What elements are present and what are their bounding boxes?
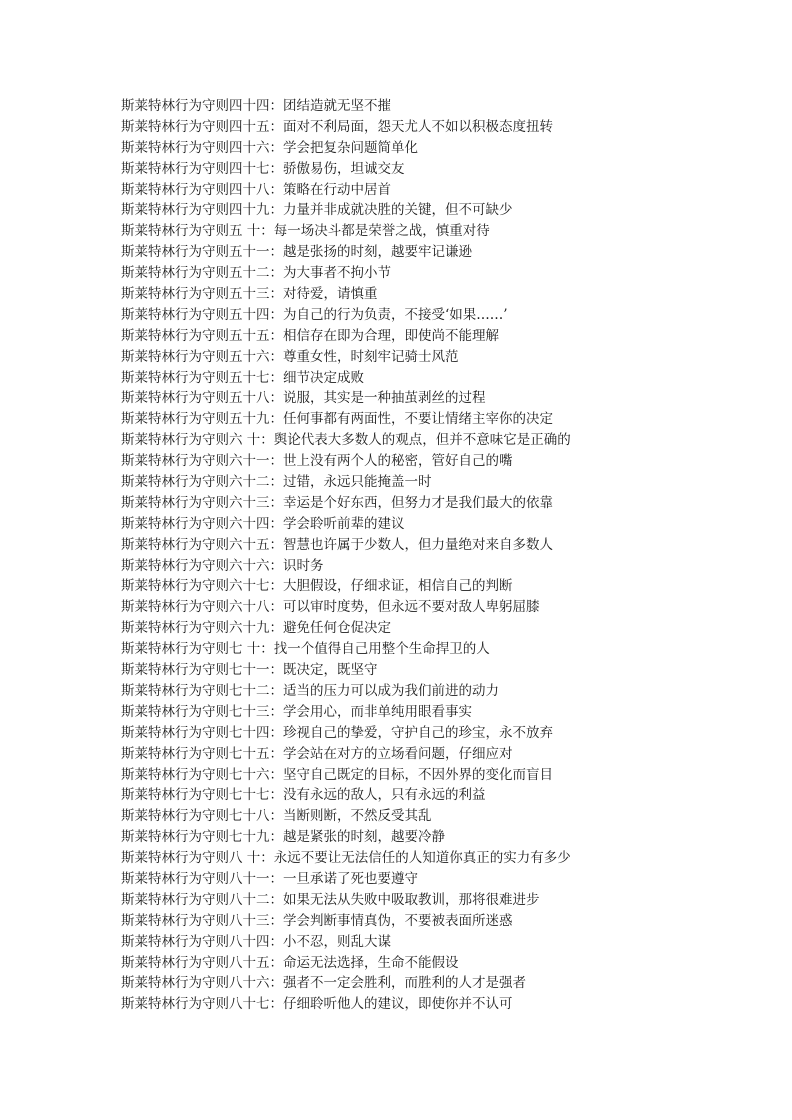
rule-number: 七十二 — [229, 682, 270, 699]
rule-separator: ： — [269, 348, 283, 365]
rule-number: 七 十 — [229, 641, 261, 658]
rule-text: 识时务 — [283, 557, 324, 574]
rule-line — [121, 681, 741, 702]
rule-prefix: 斯莱特林行为守则 — [121, 515, 229, 532]
rule-number: 五十一 — [229, 244, 270, 261]
rule-separator: ： — [269, 912, 283, 929]
rule-prefix: 斯莱特林行为守则 — [121, 494, 229, 511]
rule-number: 八十六 — [229, 975, 270, 992]
rule-prefix: 斯莱特林行为守则 — [121, 703, 229, 720]
rule-number: 六十七 — [229, 578, 270, 595]
rule-prefix: 斯莱特林行为守则 — [121, 390, 229, 407]
rule-line — [121, 159, 741, 180]
rule-separator: ： — [269, 745, 283, 762]
rule-number: 五十七 — [229, 369, 270, 386]
rule-line — [121, 221, 741, 242]
rule-prefix: 斯莱特林行为守则 — [121, 181, 229, 198]
rule-separator: ： — [260, 641, 274, 658]
rule-line — [121, 618, 741, 639]
rule-line — [121, 430, 741, 451]
rule-line — [121, 869, 741, 890]
rule-text: 珍视自己的挚爱，守护自己的珍宝，永不放弃 — [283, 724, 553, 741]
rule-prefix: 斯莱特林行为守则 — [121, 139, 229, 156]
rule-separator: ： — [269, 557, 283, 574]
rule-prefix: 斯莱特林行为守则 — [121, 286, 229, 303]
rule-prefix: 斯莱特林行为守则 — [121, 954, 229, 971]
rule-text: 一旦承诺了死也要遵守 — [283, 870, 418, 887]
rule-number: 六十四 — [229, 515, 270, 532]
rule-line — [121, 806, 741, 827]
rule-text: 智慧也许属于少数人，但力量绝对来自多数人 — [283, 536, 553, 553]
rule-separator: ： — [260, 223, 274, 240]
rule-separator: ： — [269, 536, 283, 553]
rule-separator: ： — [269, 474, 283, 491]
rule-text: 策略在行动中居首 — [283, 181, 391, 198]
rule-separator: ： — [269, 411, 283, 428]
rule-prefix: 斯莱特林行为守则 — [121, 578, 229, 595]
rule-line — [121, 326, 741, 347]
rule-separator: ： — [269, 118, 283, 135]
rule-separator: ： — [269, 244, 283, 261]
rule-separator: ： — [269, 453, 283, 470]
rule-prefix: 斯莱特林行为守则 — [121, 745, 229, 762]
rule-prefix: 斯莱特林行为守则 — [121, 369, 229, 386]
rule-line — [121, 514, 741, 535]
rule-number: 六 十 — [229, 432, 261, 449]
rule-text: 世上没有两个人的秘密，管好自己的嘴 — [283, 453, 513, 470]
rule-line — [121, 827, 741, 848]
rule-text: 强者不一定会胜利，而胜利的人才是强者 — [283, 975, 526, 992]
rule-text: 为自己的行为负责，不接受‘如果……’ — [283, 306, 508, 323]
rule-number: 四十六 — [229, 139, 270, 156]
rule-line — [121, 744, 741, 765]
rule-separator: ： — [269, 724, 283, 741]
rule-prefix: 斯莱特林行为守则 — [121, 536, 229, 553]
rule-prefix: 斯莱特林行为守则 — [121, 682, 229, 699]
rule-text: 过错，永远只能掩盖一时 — [283, 474, 432, 491]
rule-prefix: 斯莱特林行为守则 — [121, 829, 229, 846]
rule-line — [121, 263, 741, 284]
rule-text: 找一个值得自己用整个生命捍卫的人 — [273, 641, 490, 658]
rule-number: 五十三 — [229, 286, 270, 303]
rule-line — [121, 117, 741, 138]
rule-text: 舆论代表大多数人的观点，但并不意味它是正确的 — [273, 432, 571, 449]
rule-prefix: 斯莱特林行为守则 — [121, 98, 229, 114]
rule-number: 五十六 — [229, 348, 270, 365]
rule-prefix: 斯莱特林行为守则 — [121, 244, 229, 261]
rule-prefix: 斯莱特林行为守则 — [121, 599, 229, 616]
rule-number: 六十八 — [229, 599, 270, 616]
rule-number: 六十一 — [229, 453, 270, 470]
rule-prefix: 斯莱特林行为守则 — [121, 411, 229, 428]
rule-text: 幸运是个好东西，但努力才是我们最大的依靠 — [283, 494, 553, 511]
rule-number: 七十七 — [229, 787, 270, 804]
rule-line — [121, 597, 741, 618]
rule-line — [121, 702, 741, 723]
rule-line — [121, 576, 741, 597]
rule-text: 每一场决斗都是荣誉之战，慎重对待 — [273, 223, 490, 240]
rule-prefix: 斯莱特林行为守则 — [121, 265, 229, 282]
rule-text: 团结造就无坚不摧 — [283, 98, 391, 114]
rule-line — [121, 472, 741, 493]
rule-text: 越是紧张的时刻，越要冷静 — [283, 829, 445, 846]
rule-text: 学会用心，而非单纯用眼看事实 — [283, 703, 472, 720]
rule-prefix: 斯莱特林行为守则 — [121, 891, 229, 908]
rule-line — [121, 284, 741, 305]
rule-text: 细节决定成败 — [283, 369, 364, 386]
rule-prefix: 斯莱特林行为守则 — [121, 223, 229, 240]
rule-line — [121, 535, 741, 556]
rule-number: 七十六 — [229, 766, 270, 783]
rule-line — [121, 723, 741, 744]
rule-prefix: 斯莱特林行为守则 — [121, 474, 229, 491]
rule-number: 六十五 — [229, 536, 270, 553]
rule-text: 对待爱，请慎重 — [283, 286, 378, 303]
rule-prefix: 斯莱特林行为守则 — [121, 557, 229, 574]
rule-line — [121, 305, 741, 326]
rule-prefix: 斯莱特林行为守则 — [121, 160, 229, 177]
rule-text: 可以审时度势，但永远不要对敌人卑躬屈膝 — [283, 599, 540, 616]
rule-prefix: 斯莱特林行为守则 — [121, 996, 229, 1013]
rule-number: 六十二 — [229, 474, 270, 491]
rule-separator: ： — [269, 327, 283, 344]
rule-line — [121, 953, 741, 974]
rule-prefix: 斯莱特林行为守则 — [121, 306, 229, 323]
rule-line — [121, 347, 741, 368]
rule-separator: ： — [269, 808, 283, 825]
rule-number: 四十四 — [229, 98, 270, 114]
rule-separator: ： — [269, 494, 283, 511]
rule-separator: ： — [269, 620, 283, 637]
rule-text: 适当的压力可以成为我们前进的动力 — [283, 682, 499, 699]
rule-separator: ： — [269, 662, 283, 679]
rule-separator: ： — [269, 829, 283, 846]
rule-text: 学会判断事情真伪，不要被表面所迷惑 — [283, 912, 513, 929]
rule-line — [121, 890, 741, 911]
rule-text: 尊重女性，时刻牢记骑士风范 — [283, 348, 459, 365]
rule-prefix: 斯莱特林行为守则 — [121, 766, 229, 783]
rule-prefix: 斯莱特林行为守则 — [121, 787, 229, 804]
rule-prefix: 斯莱特林行为守则 — [121, 641, 229, 658]
rule-number: 八 十 — [229, 850, 261, 867]
rule-prefix: 斯莱特林行为守则 — [121, 850, 229, 867]
rule-text: 越是张扬的时刻，越要牢记谦逊 — [283, 244, 472, 261]
rule-text: 力量并非成就决胜的关键，但不可缺少 — [283, 202, 513, 219]
rule-text: 骄傲易伤，坦诚交友 — [283, 160, 405, 177]
rule-prefix: 斯莱特林行为守则 — [121, 432, 229, 449]
rule-number: 五十八 — [229, 390, 270, 407]
rule-line — [121, 409, 741, 430]
rule-line — [121, 96, 741, 117]
rule-number: 六十六 — [229, 557, 270, 574]
rule-prefix: 斯莱特林行为守则 — [121, 348, 229, 365]
rule-number: 七十九 — [229, 829, 270, 846]
rule-number: 七十八 — [229, 808, 270, 825]
rule-line — [121, 765, 741, 786]
rule-number: 四十七 — [229, 160, 270, 177]
rule-line — [121, 242, 741, 263]
rule-line — [121, 660, 741, 681]
rule-prefix: 斯莱特林行为守则 — [121, 975, 229, 992]
rule-line — [121, 911, 741, 932]
rule-text: 如果无法从失败中吸取教训，那将很难进步 — [283, 891, 540, 908]
rule-line — [121, 200, 741, 221]
rule-text: 永远不要让无法信任的人知道你真正的实力有多少 — [273, 850, 571, 867]
rule-separator: ： — [260, 850, 274, 867]
rule-number: 八十二 — [229, 891, 270, 908]
rule-separator: ： — [269, 306, 283, 323]
rule-number: 七十一 — [229, 662, 270, 679]
rule-number: 八十五 — [229, 954, 270, 971]
rule-number: 五十二 — [229, 265, 270, 282]
rule-separator: ： — [269, 933, 283, 950]
rule-line — [121, 785, 741, 806]
rule-separator: ： — [269, 787, 283, 804]
rule-line — [121, 138, 741, 159]
rule-prefix: 斯莱特林行为守则 — [121, 327, 229, 344]
rule-text: 仔细聆听他人的建议，即使你并不认可 — [283, 996, 513, 1013]
document-body — [121, 96, 741, 1015]
rule-text: 大胆假设，仔细求证，相信自己的判断 — [283, 578, 513, 595]
rule-separator: ： — [269, 996, 283, 1013]
rule-line — [121, 932, 741, 953]
rule-text: 任何事都有两面性，不要让情绪主宰你的决定 — [283, 411, 553, 428]
rule-number: 五十四 — [229, 306, 270, 323]
rule-prefix: 斯莱特林行为守则 — [121, 118, 229, 135]
rule-line — [121, 180, 741, 201]
rule-separator: ： — [269, 703, 283, 720]
rule-line — [121, 994, 741, 1015]
rule-separator: ： — [269, 181, 283, 198]
rule-text: 面对不利局面，怨天尤人不如以积极态度扭转 — [283, 118, 553, 135]
rule-line — [121, 451, 741, 472]
rule-prefix: 斯莱特林行为守则 — [121, 202, 229, 219]
rule-separator: ： — [260, 432, 274, 449]
rule-text: 当断则断，不然反受其乱 — [283, 808, 432, 825]
rule-number: 五 十 — [229, 223, 261, 240]
rule-number: 八十三 — [229, 912, 270, 929]
rule-text: 小不忍，则乱大谋 — [283, 933, 391, 950]
rule-number: 五十五 — [229, 327, 270, 344]
rule-text: 学会把复杂问题简单化 — [283, 139, 418, 156]
rule-separator: ： — [269, 870, 283, 887]
rule-prefix: 斯莱特林行为守则 — [121, 933, 229, 950]
rule-separator: ： — [269, 202, 283, 219]
rule-text: 坚守自己既定的目标，不因外界的变化而盲目 — [283, 766, 553, 783]
rule-separator: ： — [269, 390, 283, 407]
rule-line — [121, 368, 741, 389]
rule-line — [121, 848, 741, 869]
rule-separator: ： — [269, 160, 283, 177]
rule-line — [121, 639, 741, 660]
rule-text: 为大事者不拘小节 — [283, 265, 391, 282]
rule-separator: ： — [269, 975, 283, 992]
rule-prefix: 斯莱特林行为守则 — [121, 808, 229, 825]
rule-number: 八十四 — [229, 933, 270, 950]
rule-text: 学会聆听前辈的建议 — [283, 515, 405, 532]
rule-number: 七十三 — [229, 703, 270, 720]
rule-prefix: 斯莱特林行为守则 — [121, 453, 229, 470]
rule-line — [121, 973, 741, 994]
rule-prefix: 斯莱特林行为守则 — [121, 662, 229, 679]
rule-prefix: 斯莱特林行为守则 — [121, 912, 229, 929]
rule-number: 八十一 — [229, 870, 270, 887]
rule-separator: ： — [269, 98, 283, 114]
rule-separator: ： — [269, 265, 283, 282]
rule-text: 学会站在对方的立场看问题，仔细应对 — [283, 745, 513, 762]
rule-text: 既决定，既坚守 — [283, 662, 378, 679]
rule-line — [121, 556, 741, 577]
rule-prefix: 斯莱特林行为守则 — [121, 724, 229, 741]
rule-separator: ： — [269, 599, 283, 616]
rule-separator: ： — [269, 766, 283, 783]
rule-text: 相信存在即为合理，即使尚不能理解 — [283, 327, 499, 344]
rule-separator: ： — [269, 954, 283, 971]
rule-separator: ： — [269, 286, 283, 303]
rule-number: 四十九 — [229, 202, 270, 219]
rule-number: 四十五 — [229, 118, 270, 135]
rule-prefix: 斯莱特林行为守则 — [121, 620, 229, 637]
rule-separator: ： — [269, 682, 283, 699]
rule-separator: ： — [269, 891, 283, 908]
rule-number: 四十八 — [229, 181, 270, 198]
rule-text: 没有永远的敌人，只有永远的利益 — [283, 787, 486, 804]
rule-text: 命运无法选择，生命不能假设 — [283, 954, 459, 971]
rule-line — [121, 493, 741, 514]
rule-text: 避免任何仓促决定 — [283, 620, 391, 637]
rule-separator: ： — [269, 139, 283, 156]
rule-prefix: 斯莱特林行为守则 — [121, 870, 229, 887]
rule-number: 六十三 — [229, 494, 270, 511]
rule-number: 六十九 — [229, 620, 270, 637]
rule-number: 七十五 — [229, 745, 270, 762]
rule-number: 八十七 — [229, 996, 270, 1013]
rule-number: 五十九 — [229, 411, 270, 428]
rule-separator: ： — [269, 578, 283, 595]
rule-line — [121, 388, 741, 409]
rule-text: 说服，其实是一种抽茧剥丝的过程 — [283, 390, 486, 407]
rule-separator: ： — [269, 515, 283, 532]
rule-number: 七十四 — [229, 724, 270, 741]
rule-separator: ： — [269, 369, 283, 386]
